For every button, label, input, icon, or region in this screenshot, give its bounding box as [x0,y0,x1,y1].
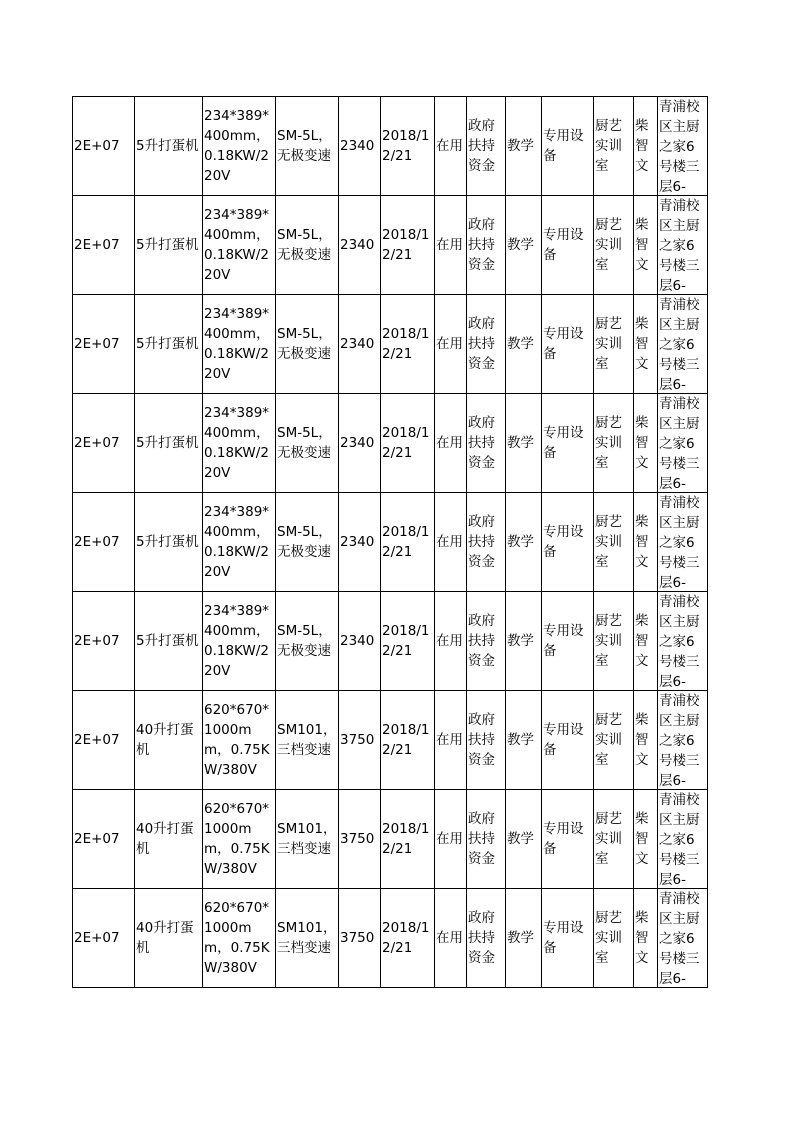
custodian-text: 柴智文 [635,316,649,372]
location-cell [658,691,708,790]
asset-spec-text: 234*389*400mm，0.18KW/220V [204,306,270,382]
asset-model-cell [276,97,339,196]
funding-source-cell [467,889,506,988]
asset-spec-text: 234*389*400mm，0.18KW/220V [204,108,270,184]
asset-price-cell [339,790,381,889]
asset-name-text: 40升打蛋机 [136,722,194,758]
asset-spec-text: 234*389*400mm，0.18KW/220V [204,603,270,679]
location-cell [658,394,708,493]
asset-category-text: 专用设备 [543,920,584,956]
funding-source-text: 政府扶持资金 [468,811,495,867]
asset-price-cell [339,889,381,988]
asset-model-cell [276,691,339,790]
location-cell [658,196,708,295]
asset-price-text: 3750 [340,930,375,946]
usage-status-cell [435,592,467,691]
asset-code-text: 2E+07 [74,435,120,451]
usage-status-cell [435,295,467,394]
location-text: 青浦校区主厨之家6号楼三层6- [659,99,700,195]
department-cell [594,790,634,889]
custodian-text: 柴智文 [635,613,649,669]
table-row [73,691,708,790]
funding-source-cell [467,493,506,592]
usage-status-cell [435,691,467,790]
asset-spec-text: 620*670*1000mm，0.75KW/380V [204,900,270,976]
asset-category-text: 专用设备 [543,227,584,263]
asset-spec-cell [203,889,276,988]
asset-spec-text: 620*670*1000mm，0.75KW/380V [204,801,270,877]
asset-name-cell [135,889,203,988]
asset-price-text: 2340 [340,138,375,154]
department-cell [594,592,634,691]
asset-price-text: 2340 [340,336,375,352]
asset-name-cell [135,691,203,790]
asset-model-cell [276,196,339,295]
asset-category-cell [542,790,594,889]
asset-price-text: 3750 [340,831,375,847]
asset-category-text: 专用设备 [543,128,584,164]
asset-name-text: 5升打蛋机 [136,435,199,451]
asset-name-text: 5升打蛋机 [136,336,199,352]
asset-spec-text: 234*389*400mm，0.18KW/220V [204,504,270,580]
usage-purpose-cell [506,691,542,790]
asset-category-cell [542,394,594,493]
asset-category-cell [542,592,594,691]
asset-model-cell [276,790,339,889]
asset-table [72,96,708,988]
asset-model-text: SM-5L，无极变速 [277,326,332,362]
asset-name-cell [135,394,203,493]
usage-status-text: 在用 [436,534,463,550]
department-text: 厨艺实训室 [595,316,622,372]
asset-model-cell [276,295,339,394]
custodian-cell [634,889,658,988]
asset-code-text: 2E+07 [74,633,120,649]
asset-code-cell [73,790,135,889]
asset-code-cell [73,97,135,196]
custodian-text: 柴智文 [635,811,649,867]
usage-purpose-cell [506,889,542,988]
table-row [73,196,708,295]
asset-code-text: 2E+07 [74,138,120,154]
usage-purpose-cell [506,592,542,691]
custodian-cell [634,790,658,889]
usage-purpose-cell [506,493,542,592]
asset-table-body [73,97,708,988]
custodian-text: 柴智文 [635,118,649,174]
acquired-date-text: 2018/12/21 [382,623,430,659]
asset-code-cell [73,394,135,493]
acquired-date-cell [381,889,435,988]
department-cell [594,889,634,988]
location-text: 青浦校区主厨之家6号楼三层6- [659,396,700,492]
location-text: 青浦校区主厨之家6号楼三层6- [659,891,700,987]
asset-price-text: 2340 [340,534,375,550]
usage-purpose-text: 教学 [507,732,534,748]
asset-category-text: 专用设备 [543,821,584,857]
custodian-text: 柴智文 [635,514,649,570]
acquired-date-text: 2018/12/21 [382,920,430,956]
department-cell [594,97,634,196]
asset-model-text: SM-5L，无极变速 [277,227,332,263]
funding-source-cell [467,592,506,691]
asset-name-text: 5升打蛋机 [136,237,199,253]
usage-purpose-cell [506,97,542,196]
asset-name-cell [135,592,203,691]
usage-purpose-text: 教学 [507,138,534,154]
asset-code-text: 2E+07 [74,930,120,946]
asset-model-text: SM101，三档变速 [277,722,337,758]
acquired-date-text: 2018/12/21 [382,326,430,362]
asset-spec-cell [203,790,276,889]
funding-source-text: 政府扶持资金 [468,613,495,669]
asset-code-text: 2E+07 [74,237,120,253]
acquired-date-cell [381,493,435,592]
usage-status-text: 在用 [436,336,463,352]
asset-name-text: 5升打蛋机 [136,138,199,154]
asset-name-cell [135,295,203,394]
funding-source-text: 政府扶持资金 [468,514,495,570]
usage-status-text: 在用 [436,831,463,847]
acquired-date-text: 2018/12/21 [382,524,430,560]
funding-source-text: 政府扶持资金 [468,712,495,768]
acquired-date-cell [381,790,435,889]
asset-name-cell [135,493,203,592]
department-cell [594,493,634,592]
acquired-date-text: 2018/12/21 [382,722,430,758]
location-text: 青浦校区主厨之家6号楼三层6- [659,297,700,393]
department-cell [594,394,634,493]
acquired-date-cell [381,196,435,295]
location-text: 青浦校区主厨之家6号楼三层6- [659,198,700,294]
asset-name-cell [135,196,203,295]
funding-source-text: 政府扶持资金 [468,217,495,273]
acquired-date-text: 2018/12/21 [382,227,430,263]
table-row [73,493,708,592]
asset-code-cell [73,493,135,592]
asset-name-cell [135,790,203,889]
department-text: 厨艺实训室 [595,811,622,867]
acquired-date-text: 2018/12/21 [382,821,430,857]
usage-purpose-text: 教学 [507,534,534,550]
funding-source-text: 政府扶持资金 [468,415,495,471]
usage-purpose-cell [506,196,542,295]
asset-spec-text: 234*389*400mm，0.18KW/220V [204,207,270,283]
asset-spec-cell [203,691,276,790]
usage-status-cell [435,493,467,592]
custodian-cell [634,295,658,394]
asset-price-cell [339,691,381,790]
asset-price-text: 2340 [340,435,375,451]
location-cell [658,97,708,196]
custodian-text: 柴智文 [635,415,649,471]
asset-model-text: SM-5L，无极变速 [277,524,332,560]
department-text: 厨艺实训室 [595,514,622,570]
custodian-cell [634,493,658,592]
usage-purpose-text: 教学 [507,435,534,451]
asset-name-text: 40升打蛋机 [136,821,194,857]
table-row [73,790,708,889]
acquired-date-cell [381,97,435,196]
location-text: 青浦校区主厨之家6号楼三层6- [659,495,700,591]
location-text: 青浦校区主厨之家6号楼三层6- [659,693,700,789]
funding-source-cell [467,790,506,889]
custodian-cell [634,394,658,493]
asset-code-cell [73,889,135,988]
asset-price-text: 3750 [340,732,375,748]
location-text: 青浦校区主厨之家6号楼三层6- [659,792,700,888]
usage-status-cell [435,196,467,295]
usage-purpose-cell [506,295,542,394]
custodian-text: 柴智文 [635,217,649,273]
asset-model-text: SM-5L，无极变速 [277,425,332,461]
asset-name-text: 5升打蛋机 [136,633,199,649]
usage-status-cell [435,790,467,889]
location-cell [658,889,708,988]
location-cell [658,790,708,889]
table-row [73,889,708,988]
custodian-cell [634,97,658,196]
department-cell [594,295,634,394]
asset-model-cell [276,889,339,988]
acquired-date-cell [381,592,435,691]
asset-model-cell [276,493,339,592]
department-text: 厨艺实训室 [595,910,622,966]
asset-category-cell [542,493,594,592]
acquired-date-cell [381,295,435,394]
department-text: 厨艺实训室 [595,415,622,471]
funding-source-text: 政府扶持资金 [468,118,495,174]
usage-purpose-cell [506,394,542,493]
asset-model-cell [276,394,339,493]
asset-spec-cell [203,97,276,196]
usage-status-text: 在用 [436,732,463,748]
asset-code-cell [73,295,135,394]
usage-status-text: 在用 [436,930,463,946]
asset-spec-text: 234*389*400mm，0.18KW/220V [204,405,270,481]
asset-price-cell [339,295,381,394]
location-cell [658,592,708,691]
usage-status-cell [435,97,467,196]
asset-category-cell [542,97,594,196]
funding-source-cell [467,691,506,790]
asset-category-cell [542,295,594,394]
asset-code-cell [73,592,135,691]
custodian-text: 柴智文 [635,910,649,966]
asset-model-text: SM101，三档变速 [277,821,337,857]
acquired-date-text: 2018/12/21 [382,425,430,461]
funding-source-cell [467,295,506,394]
asset-category-text: 专用设备 [543,524,584,560]
department-text: 厨艺实训室 [595,712,622,768]
usage-status-text: 在用 [436,138,463,154]
usage-status-text: 在用 [436,237,463,253]
asset-code-text: 2E+07 [74,534,120,550]
location-text: 青浦校区主厨之家6号楼三层6- [659,594,700,690]
asset-spec-cell [203,493,276,592]
custodian-text: 柴智文 [635,712,649,768]
table-row [73,97,708,196]
usage-purpose-text: 教学 [507,633,534,649]
usage-status-cell [435,889,467,988]
asset-category-cell [542,889,594,988]
asset-model-text: SM-5L，无极变速 [277,128,332,164]
department-cell [594,691,634,790]
asset-code-cell [73,196,135,295]
usage-status-cell [435,394,467,493]
acquired-date-cell [381,691,435,790]
asset-category-cell [542,691,594,790]
custodian-cell [634,592,658,691]
asset-model-text: SM101，三档变速 [277,920,337,956]
asset-price-cell [339,592,381,691]
asset-spec-cell [203,295,276,394]
table-row [73,592,708,691]
usage-purpose-cell [506,790,542,889]
asset-code-text: 2E+07 [74,336,120,352]
usage-status-text: 在用 [436,435,463,451]
asset-category-text: 专用设备 [543,326,584,362]
asset-model-text: SM-5L，无极变速 [277,623,332,659]
asset-code-cell [73,691,135,790]
department-cell [594,196,634,295]
asset-spec-cell [203,394,276,493]
usage-purpose-text: 教学 [507,336,534,352]
funding-source-text: 政府扶持资金 [468,316,495,372]
table-row [73,295,708,394]
asset-spec-cell [203,196,276,295]
asset-model-cell [276,592,339,691]
asset-code-text: 2E+07 [74,732,120,748]
asset-spec-text: 620*670*1000mm，0.75KW/380V [204,702,270,778]
asset-name-text: 40升打蛋机 [136,920,194,956]
asset-category-cell [542,196,594,295]
funding-source-cell [467,97,506,196]
usage-status-text: 在用 [436,633,463,649]
asset-name-text: 5升打蛋机 [136,534,199,550]
table-row [73,394,708,493]
usage-purpose-text: 教学 [507,930,534,946]
acquired-date-cell [381,394,435,493]
acquired-date-text: 2018/12/21 [382,128,430,164]
asset-price-text: 2340 [340,633,375,649]
asset-price-cell [339,97,381,196]
asset-price-text: 2340 [340,237,375,253]
custodian-cell [634,196,658,295]
asset-price-cell [339,493,381,592]
asset-name-cell [135,97,203,196]
asset-price-cell [339,196,381,295]
asset-code-text: 2E+07 [74,831,120,847]
asset-category-text: 专用设备 [543,623,584,659]
asset-price-cell [339,394,381,493]
department-text: 厨艺实训室 [595,613,622,669]
department-text: 厨艺实训室 [595,217,622,273]
location-cell [658,493,708,592]
asset-category-text: 专用设备 [543,722,584,758]
funding-source-cell [467,196,506,295]
department-text: 厨艺实训室 [595,118,622,174]
asset-spec-cell [203,592,276,691]
location-cell [658,295,708,394]
funding-source-text: 政府扶持资金 [468,910,495,966]
asset-category-text: 专用设备 [543,425,584,461]
funding-source-cell [467,394,506,493]
custodian-cell [634,691,658,790]
usage-purpose-text: 教学 [507,831,534,847]
usage-purpose-text: 教学 [507,237,534,253]
